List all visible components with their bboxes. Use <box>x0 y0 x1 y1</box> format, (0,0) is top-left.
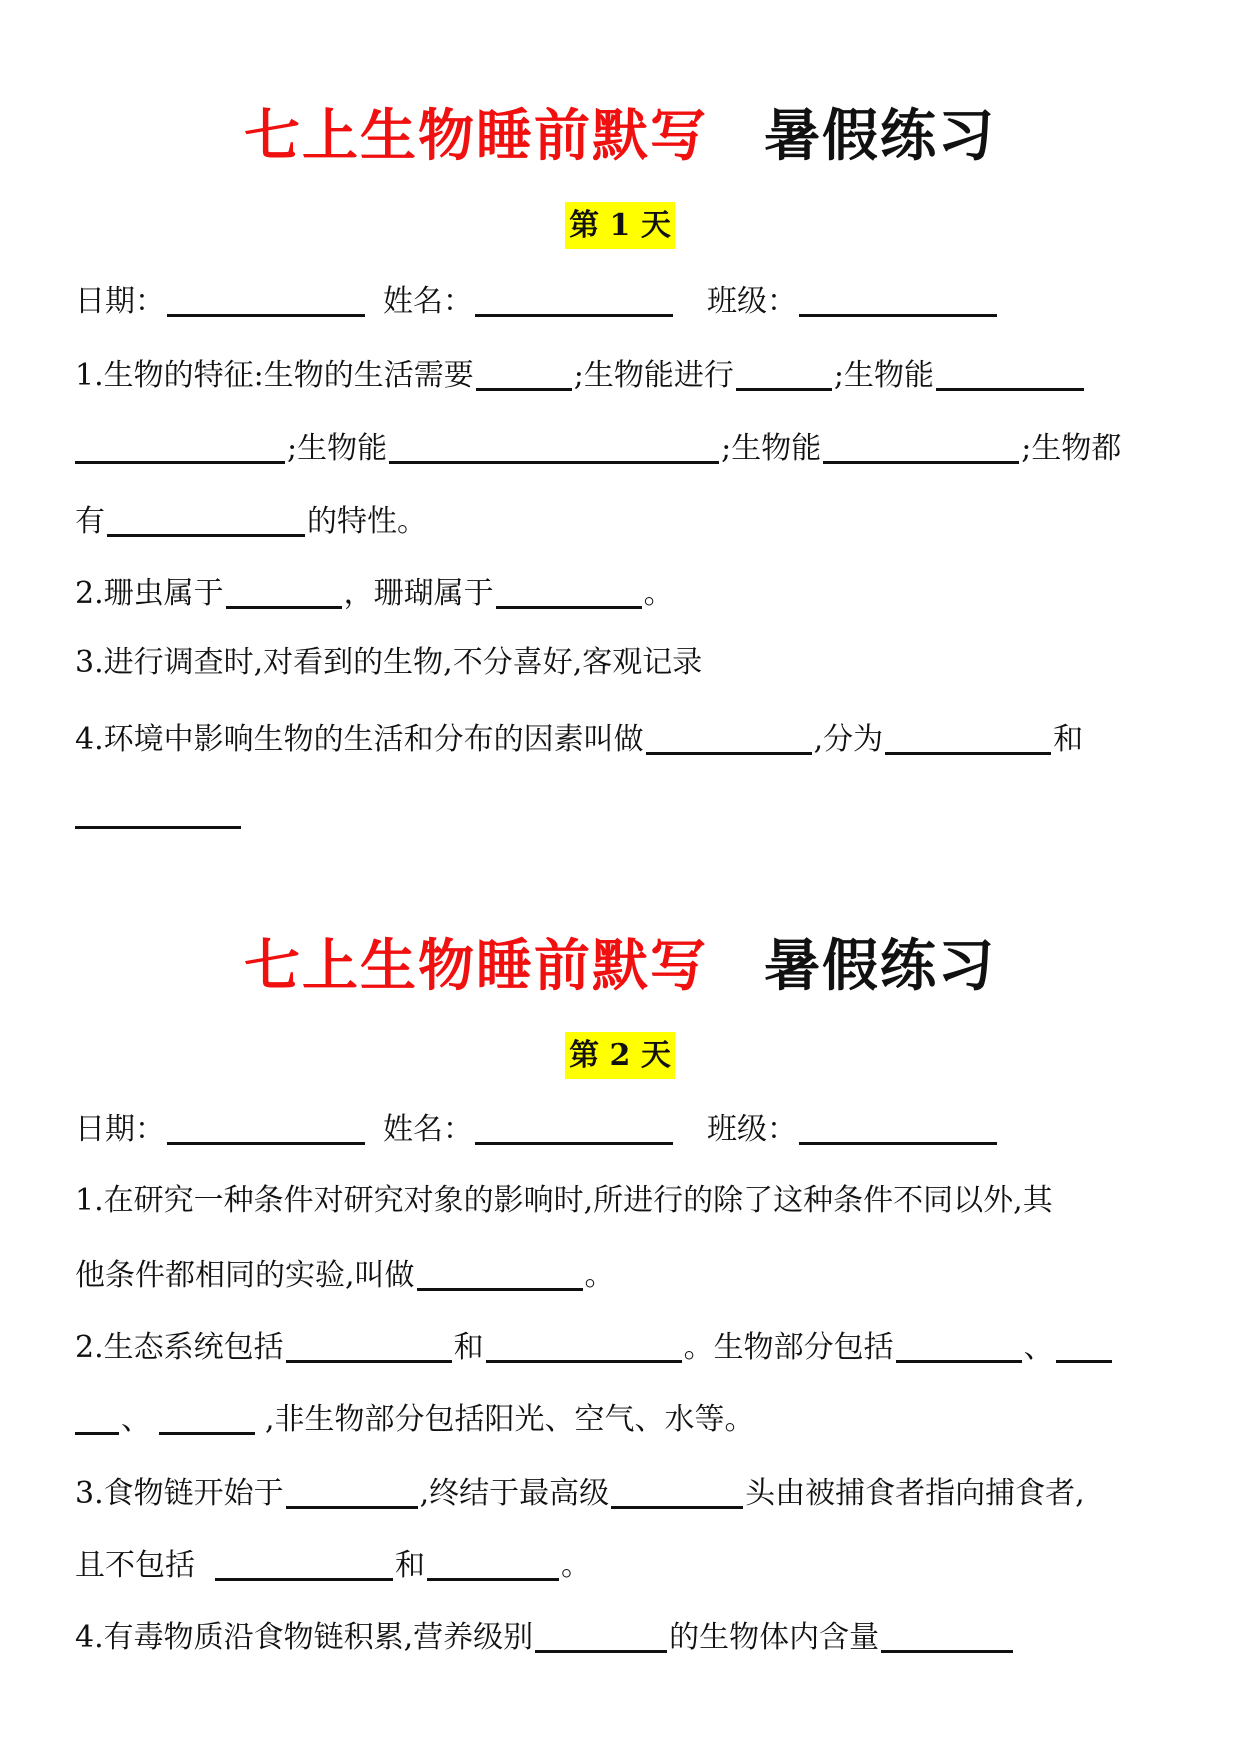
day1-title-red: 七上生物睡前默写 <box>244 103 708 169</box>
day2-q2-text: ,非生物部分包括阳光、空气、水等。 <box>265 1402 755 1437</box>
day1-q1-text: ;生物能进行 <box>573 358 734 393</box>
day2-q1-line2 <box>75 1258 1165 1291</box>
day1-q2-blank-2[interactable] <box>496 576 642 609</box>
day1-class-label: 班级： <box>707 284 797 319</box>
day1-date-blank[interactable] <box>167 284 365 317</box>
day2-q1-text: 。 <box>584 1258 615 1293</box>
day1-q1-text: ;生物都 <box>1021 431 1122 466</box>
day2-q2-blank-5[interactable] <box>75 1402 119 1435</box>
day2-q3-blank-2[interactable] <box>611 1476 743 1509</box>
day1-q1-blank-6[interactable] <box>823 431 1019 464</box>
day1-q4-text: 和 <box>1053 722 1084 757</box>
day1-name-blank[interactable] <box>475 284 673 317</box>
day1-q4-line2 <box>75 796 1165 829</box>
day1-q1-line2 <box>75 431 1165 464</box>
day1-q1-text: ;生物能 <box>287 431 388 466</box>
day2-q3-text: 头由被捕食者指向捕食者, <box>745 1476 1085 1511</box>
day1-q4-blank-3[interactable] <box>75 796 241 829</box>
day1-label-text: 第 1 天 <box>565 202 675 249</box>
day2-q1-line1 <box>75 1183 1165 1218</box>
day1-q1-blank-1[interactable] <box>476 358 572 391</box>
day2-q1-text: 1.在研究一种条件对研究对象的影响时,所进行的除了这种条件不同以外,其 <box>75 1183 1053 1218</box>
day2-title-red: 七上生物睡前默写 <box>244 933 708 999</box>
day2-date-blank[interactable] <box>167 1112 365 1145</box>
day2-q1-blank-1[interactable] <box>417 1258 583 1291</box>
day1-q3 <box>75 645 1165 680</box>
day1-q4-text: 4.环境中影响生物的生活和分布的因素叫做 <box>75 722 644 757</box>
day1-q1-text: 的特性。 <box>307 504 427 539</box>
day1-q2 <box>75 576 1165 609</box>
day2-class-blank[interactable] <box>799 1112 997 1145</box>
day2-label-text: 第 2 天 <box>565 1032 675 1079</box>
day2-q1-text: 他条件都相同的实验,叫做 <box>75 1258 415 1293</box>
day1-q1-blank-4[interactable] <box>75 431 285 464</box>
day1-q4-blank-2[interactable] <box>885 722 1051 755</box>
day2-q2-text: 和 <box>453 1330 484 1365</box>
day1-q1-blank-7[interactable] <box>107 504 305 537</box>
day1-q1-line3 <box>75 504 1165 537</box>
day1-q2-blank-1[interactable] <box>226 576 342 609</box>
day2-q2-text: 。生物部分包括 <box>683 1330 894 1365</box>
day2-q3-text: 且不包括 <box>75 1548 195 1583</box>
day1-q1-blank-3[interactable] <box>936 358 1084 391</box>
day2-q4-blank-2[interactable] <box>881 1620 1013 1653</box>
day1-title <box>0 92 1240 172</box>
day2-q3-text: 和 <box>395 1548 425 1583</box>
day2-q2-line2 <box>75 1402 1165 1435</box>
day2-q2-blank-6[interactable] <box>159 1402 255 1435</box>
day2-q2-line1 <box>75 1330 1165 1363</box>
day1-q4-blank-1[interactable] <box>646 722 812 755</box>
day2-q3-text: 。 <box>561 1548 591 1583</box>
day2-title <box>0 922 1240 1002</box>
day2-q4 <box>75 1620 1165 1653</box>
day2-q3-text: 3.食物链开始于 <box>75 1476 284 1511</box>
day2-q2-blank-3[interactable] <box>896 1330 1022 1363</box>
day2-q4-text: 的生物体内含量 <box>669 1620 880 1655</box>
day2-q3-text: ,终结于最高级 <box>419 1476 610 1511</box>
day2-date-label: 日期： <box>75 1112 165 1147</box>
day1-q1-blank-2[interactable] <box>736 358 832 391</box>
day2-name-label: 姓名： <box>383 1112 473 1147</box>
day1-label <box>0 200 1240 244</box>
day2-meta-row <box>75 1112 1165 1145</box>
day2-q3-blank-3[interactable] <box>215 1548 393 1581</box>
day2-title-black: 暑假练习 <box>764 933 996 999</box>
day2-q2-blank-1[interactable] <box>286 1330 452 1363</box>
day1-meta-row <box>75 284 1165 317</box>
day1-q1-blank-5[interactable] <box>389 431 719 464</box>
day2-name-blank[interactable] <box>475 1112 673 1145</box>
day1-q4-text: ,分为 <box>813 722 884 757</box>
day1-q2-text: 2.珊虫属于 <box>75 576 224 611</box>
day2-q2-text: 2.生态系统包括 <box>75 1330 284 1365</box>
day2-q2-blank-2[interactable] <box>486 1330 682 1363</box>
day1-q1-text: ;生物能 <box>721 431 822 466</box>
day2-q3-line1 <box>75 1476 1165 1509</box>
day2-q2-text: 、 <box>1023 1330 1054 1365</box>
day2-q2-text: 、 <box>121 1402 151 1437</box>
day1-q2-text: 。 <box>643 576 674 611</box>
day2-q3-blank-1[interactable] <box>286 1476 418 1509</box>
day2-q3-line2 <box>75 1548 1165 1581</box>
day1-date-label: 日期： <box>75 284 165 319</box>
day2-q2-blank-4[interactable] <box>1056 1330 1112 1363</box>
day1-q1-text: 有 <box>75 504 105 539</box>
day2-q4-text: 4.有毒物质沿食物链积累,营养级别 <box>75 1620 534 1655</box>
day2-q3-blank-4[interactable] <box>427 1548 559 1581</box>
day1-q1-text: ;生物能 <box>833 358 934 393</box>
day1-class-blank[interactable] <box>799 284 997 317</box>
day1-name-label: 姓名： <box>383 284 473 319</box>
day1-q1-text: 1.生物的特征:生物的生活需要 <box>75 358 474 393</box>
day2-label <box>0 1030 1240 1074</box>
day1-title-black: 暑假练习 <box>764 103 996 169</box>
day1-q2-text: ，珊瑚属于 <box>343 576 494 611</box>
day2-q4-blank-1[interactable] <box>535 1620 667 1653</box>
day1-q4-line1 <box>75 722 1165 755</box>
day1-q3-text: 3.进行调查时,对看到的生物,不分喜好,客观记录 <box>75 645 703 680</box>
day1-q1-line1 <box>75 358 1165 391</box>
day2-class-label: 班级： <box>707 1112 797 1147</box>
